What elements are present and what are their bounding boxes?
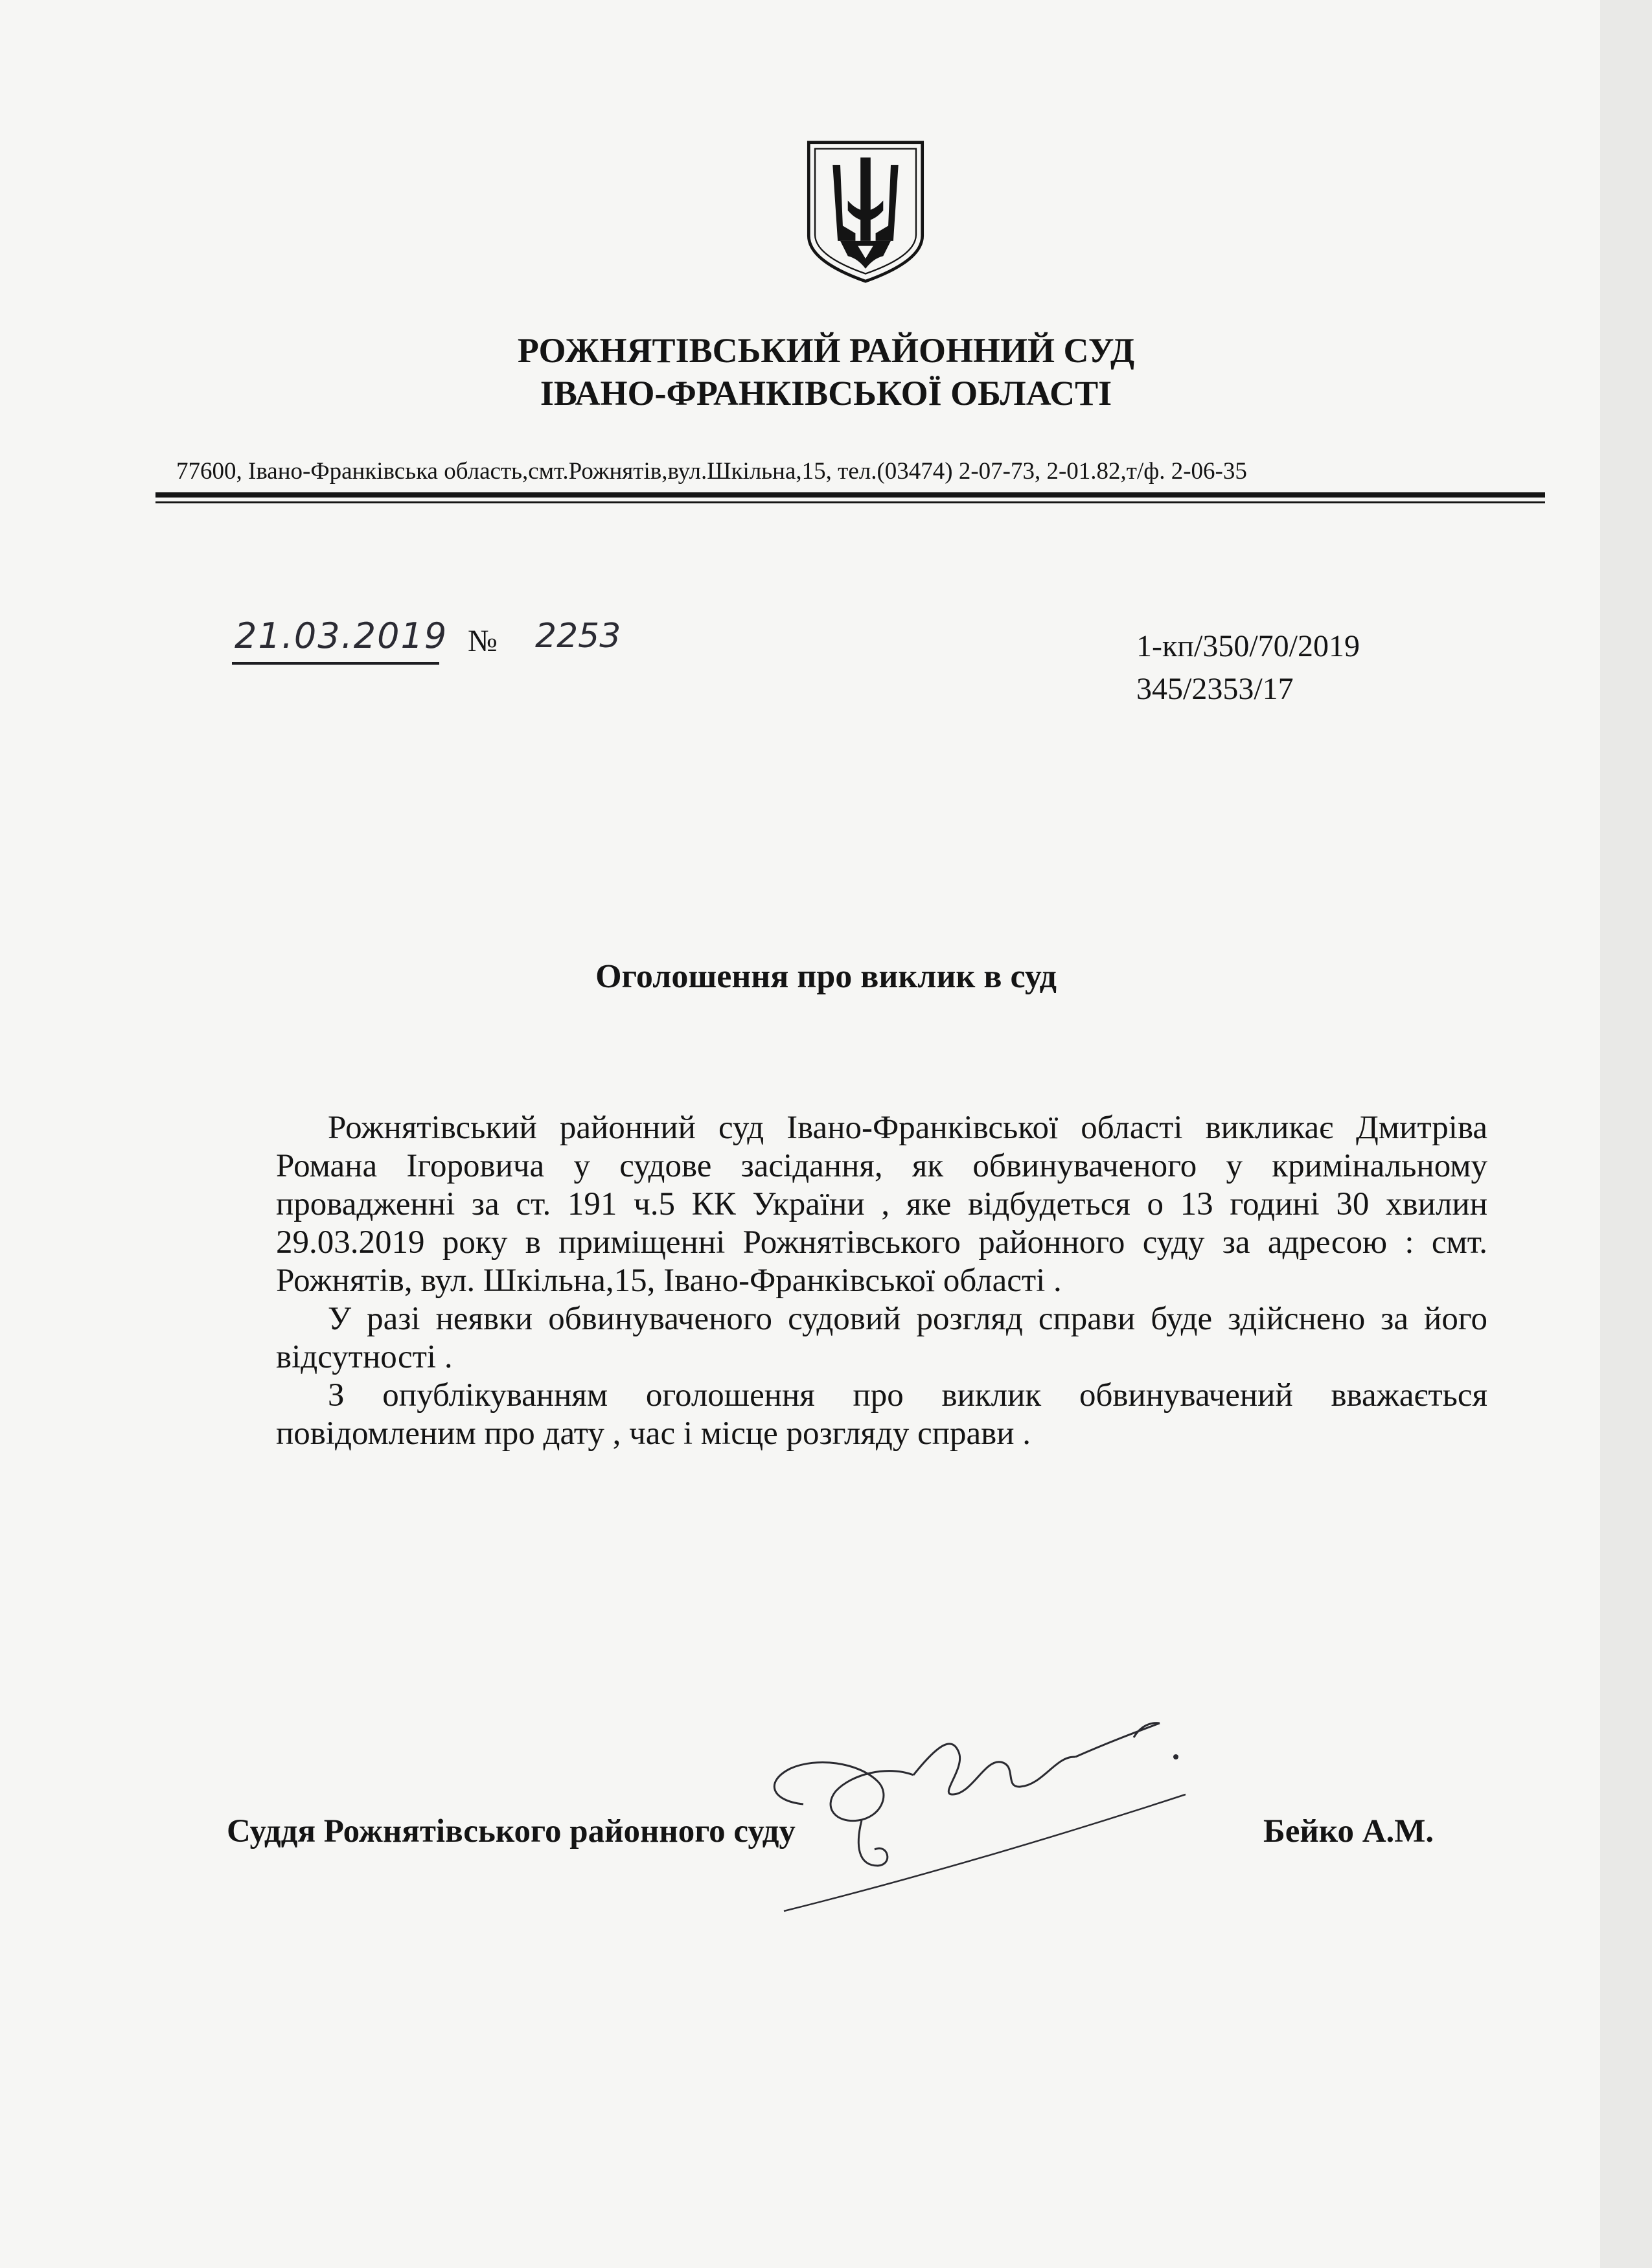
body-paragraph-1: Рожнятівський районний суд Івано-Франківської області викликає Дмитріва Романа Ігоровича у судове засідання, як обвинуваченого у кримінальному провадженні за ст. 191 ч.5 КК України , яке відбудеться о 13 годині 30 хвилин 29.03.2019 року в приміщенні Рожнятівського районного суду за адресою : смт. Рожнятів, вул. Шкільна,15, Івано-Франківської області . bbox=[276, 1110, 1487, 1299]
body-paragraph-2: У разі неявки обвинуваченого судовий розгляд справи буде здійснено за його відсутності . bbox=[276, 1301, 1487, 1375]
court-name-line1: РОЖНЯТІВСЬКИЙ РАЙОННИЙ СУД bbox=[517, 331, 1135, 370]
court-name bbox=[0, 329, 1652, 415]
signature-icon bbox=[745, 1697, 1289, 1943]
body-paragraph-3: З опублікуванням оголошення про виклик обвинувачений вважається повідомленим про дату , час і місце розгляду справи . bbox=[276, 1377, 1487, 1452]
number-label: № bbox=[468, 624, 498, 658]
date-underline bbox=[232, 662, 439, 665]
document-body bbox=[276, 1109, 1487, 1453]
case-ref-2: 345/2353/17 bbox=[1136, 672, 1294, 706]
coat-of-arms-icon bbox=[802, 137, 929, 286]
outgoing-date: 21.03.2019 bbox=[235, 615, 448, 656]
header-divider bbox=[155, 492, 1545, 498]
court-name-line2: ІВАНО-ФРАНКІВСЬКОЇ ОБЛАСТІ bbox=[540, 374, 1112, 413]
judge-name: Бейко А.М. bbox=[1263, 1813, 1434, 1850]
judge-label: Суддя Рожнятівського районного суду bbox=[227, 1813, 796, 1850]
outgoing-number: 2253 bbox=[535, 617, 621, 656]
case-references bbox=[1136, 625, 1360, 711]
case-ref-1: 1-кп/350/70/2019 bbox=[1136, 629, 1360, 663]
court-address: 77600, Івано-Франківська область,смт.Рожнятів,вул.Шкільна,15, тел.(03474) 2-07-73, 2-01.82,т/ф. 2-06-35 bbox=[176, 458, 1247, 485]
document-title: Оголошення про виклик в суд bbox=[595, 958, 1057, 995]
header-divider-thin bbox=[155, 501, 1545, 503]
